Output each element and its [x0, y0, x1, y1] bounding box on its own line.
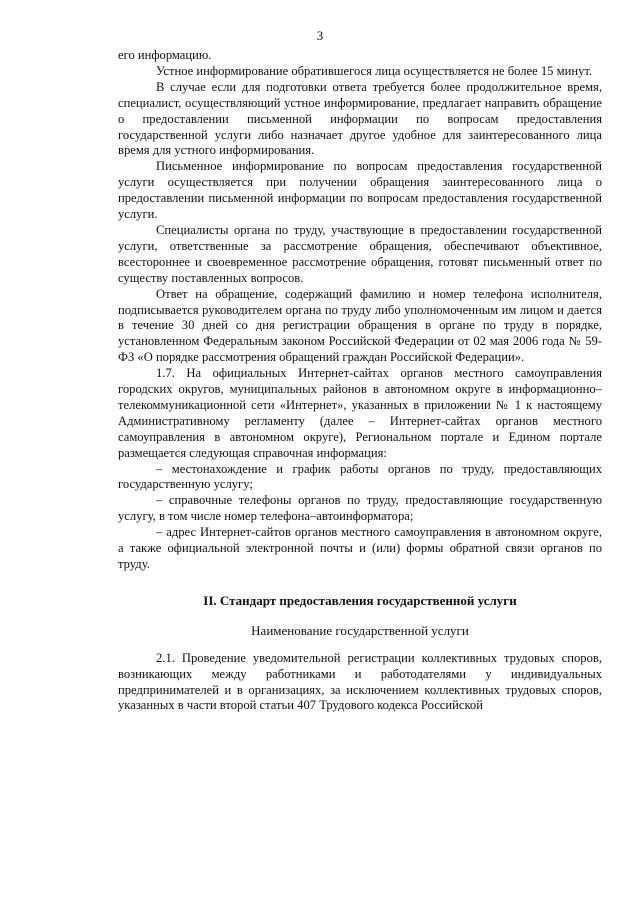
document-body: [118, 48, 602, 714]
list-item: – адрес Интернет-сайтов органов местного самоуправления в автономном округе, а также официальной электронной почты и (или) формы обратной связи органов по труду.: [118, 525, 602, 571]
paragraph: Письменное информирование по вопросам предоставления государственной услуги осуществляется при получении обращения заинтересованного лица о предоставлении письменной информации по вопросам предоставления государственной услуги.: [118, 159, 602, 222]
section-title: II. Стандарт предоставления государственной услуги: [203, 592, 517, 608]
paragraph: его информацию.: [118, 48, 212, 62]
paragraph: В случае если для подготовки ответа требуется более продолжительное время, специалист, осуществляющий устное информирование, предлагает направить обращение о предоставлении письменной информации по вопросам предоставления государственной услуги либо назначает другое удобное для заинтересованного лица время для устного информирования.: [118, 79, 602, 158]
page-number: 3: [316, 28, 324, 43]
paragraph: 1.7. На официальных Интернет-сайтах органов местного самоуправления городских округов, муниципальных районов в автономном округе в информационно–телекоммуникационной сети «Интернет», указанных в приложении № 1 к настоящему Административному регламенту (далее – Интернет-сайтах органов местного самоуправления в автономном округе), Региональном портале и Едином портале размещается следующая справочная информация:: [118, 366, 602, 460]
list-item: – справочные телефоны органов по труду, предоставляющие государственную услугу, в том числе номер телефона–автоинформатора;: [118, 493, 602, 524]
paragraph: Устное информирование обратившегося лица осуществляется не более 15 минут.: [156, 63, 593, 78]
paragraph: Ответ на обращение, содержащий фамилию и номер телефона исполнителя, подписывается руководителем органа по труду либо уполномоченным им лицом и дается в течение 30 дней со дня регистрации обращения в органе по труду в порядке, установленном Федеральным законом Российской Федерации от 02 мая 2006 года № 59-ФЗ «О порядке рассмотрения обращений граждан Российской Федерации».: [118, 286, 602, 365]
paragraph: 2.1. Проведение уведомительной регистрации коллективных трудовых споров, возникающих между работниками и работодателями у индивидуальных предпринимателей и в организациях, за исключением коллективных трудовых споров, указанных в части второй статьи 407 Трудового кодекса Российской: [118, 650, 602, 713]
list-item: – местонахождение и график работы органов по труду, предоставляющих государственную услугу;: [118, 461, 602, 492]
subsection-title: Наименование государственной услуги: [251, 622, 469, 638]
paragraph: Специалисты органа по труду, участвующие в предоставлении государственной услуги, ответственные за рассмотрение обращения, обеспечивают объективное, всестороннее и своевременное рассмотрение обращения, готовят письменный ответ по существу поставленных вопросов.: [118, 222, 602, 285]
